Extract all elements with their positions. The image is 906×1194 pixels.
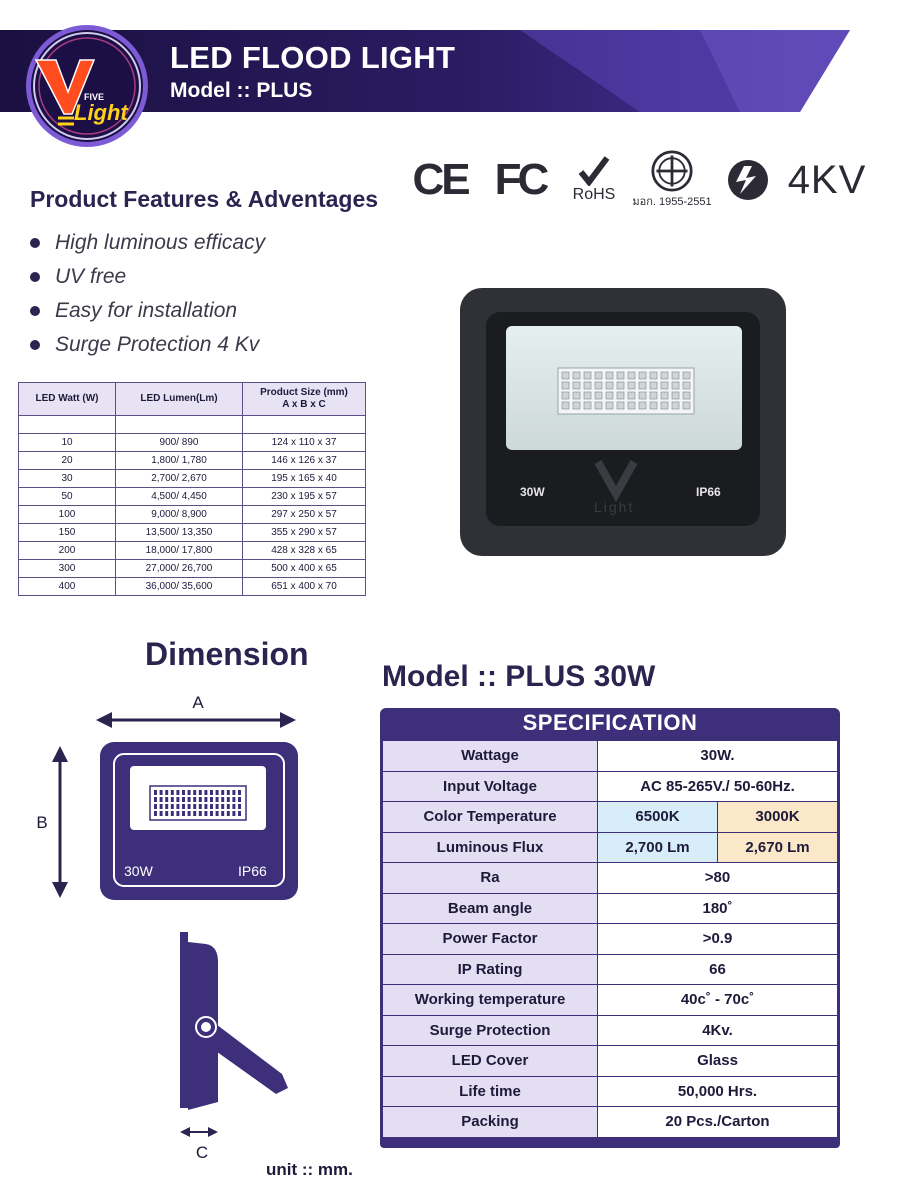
- led-chip: [232, 804, 235, 809]
- led-chip: [661, 382, 668, 389]
- led-chip: [165, 790, 168, 795]
- led-chip: [204, 811, 207, 816]
- led-chip: [182, 804, 185, 809]
- spec-value: 20 Pcs./Carton: [598, 1107, 838, 1138]
- dimension-title: Dimension: [145, 636, 309, 672]
- led-chip: [171, 790, 174, 795]
- unit-label: unit :: mm.: [266, 1160, 353, 1179]
- led-chip: [171, 804, 174, 809]
- led-chip: [628, 372, 635, 379]
- tis-badge: [624, 150, 720, 210]
- led-chip: [176, 790, 179, 795]
- spec-value: 4Kv.: [598, 1015, 838, 1046]
- led-chip: [238, 797, 241, 802]
- led-chip: [650, 382, 657, 389]
- bullet-icon: [30, 238, 40, 248]
- led-chip: [216, 790, 219, 795]
- led-chip: [595, 392, 602, 399]
- table-row: [383, 924, 838, 955]
- spec-label: Color Temperature: [383, 802, 598, 833]
- product-photo: [458, 286, 788, 558]
- fc-mark-icon: FC: [494, 155, 546, 204]
- led-chip: [238, 811, 241, 816]
- spec-label: Wattage: [383, 741, 598, 772]
- table-row: 300 27,000/ 26,700 500 x 400 x 65: [19, 560, 366, 578]
- led-chip: [232, 790, 235, 795]
- spec-value: 50,000 Hrs.: [598, 1076, 838, 1107]
- led-chip: [628, 382, 635, 389]
- table-row: 20 1,800/ 1,780 146 x 126 x 37: [19, 452, 366, 470]
- led-chip: [227, 804, 230, 809]
- led-chip: [584, 382, 591, 389]
- ce-mark-icon: CE: [412, 155, 468, 204]
- led-chip: [165, 797, 168, 802]
- led-chip: [221, 797, 224, 802]
- table-row: 30 2,700/ 2,670 195 x 165 x 40: [19, 470, 366, 488]
- led-chip: [232, 797, 235, 802]
- five-light-logo: [22, 22, 152, 150]
- spec-label: Packing: [383, 1107, 598, 1138]
- led-chip: [204, 797, 207, 802]
- col-header-size: Product Size (mm) A x B x C: [243, 383, 366, 416]
- led-chip: [182, 811, 185, 816]
- rohs-badge: [566, 150, 622, 210]
- led-chip: [573, 372, 580, 379]
- led-chip: [216, 811, 219, 816]
- watt-size-table: [18, 382, 366, 596]
- spec-label: Surge Protection: [383, 1015, 598, 1046]
- led-chip: [199, 797, 202, 802]
- led-chip: [193, 811, 196, 816]
- led-chip: [595, 402, 602, 409]
- dim-label-b: B: [36, 813, 48, 832]
- led-chip: [216, 797, 219, 802]
- led-chip: [672, 382, 679, 389]
- table-row: [383, 1076, 838, 1107]
- list-item: [30, 226, 265, 260]
- spec-label: Working temperature: [383, 985, 598, 1016]
- led-chip: [182, 797, 185, 802]
- led-chip: [584, 402, 591, 409]
- spec-table: [382, 740, 838, 1138]
- table-row: [383, 954, 838, 985]
- led-chip: [617, 402, 624, 409]
- led-chip: [628, 392, 635, 399]
- spec-value: 40c˚ - 70c˚: [598, 985, 838, 1016]
- led-chip: [672, 402, 679, 409]
- led-chip: [683, 402, 690, 409]
- features-list: [30, 226, 265, 362]
- led-chip: [683, 392, 690, 399]
- front-view: [100, 742, 298, 900]
- spec-label: LED Cover: [383, 1046, 598, 1077]
- photo-watt-label: 30W: [520, 485, 545, 499]
- features-title: Product Features & Adventages: [30, 186, 379, 212]
- led-chip: [606, 382, 613, 389]
- spec-value-cool: 2,700 Lm: [598, 832, 718, 863]
- led-chip: [573, 392, 580, 399]
- tis-standard-icon: [645, 150, 699, 192]
- tis-label: มอก. 1955-2551: [632, 196, 712, 208]
- spec-value: Glass: [598, 1046, 838, 1077]
- led-chip: [176, 804, 179, 809]
- spec-header: SPECIFICATION: [522, 710, 698, 735]
- led-chip: [210, 797, 213, 802]
- led-chip: [193, 797, 196, 802]
- spec-value: 30W.: [598, 741, 838, 772]
- led-chip: [584, 392, 591, 399]
- led-chip: [204, 804, 207, 809]
- led-chip: [210, 790, 213, 795]
- led-chip: [595, 382, 602, 389]
- spec-label: Input Voltage: [383, 771, 598, 802]
- spec-panel: [380, 708, 840, 1148]
- led-chip: [562, 382, 569, 389]
- side-view: [180, 932, 288, 1110]
- led-chip: [683, 372, 690, 379]
- table-row: [383, 1046, 838, 1077]
- table-row: [383, 1015, 838, 1046]
- led-chip: [199, 811, 202, 816]
- led-chip: [176, 797, 179, 802]
- led-chip: [176, 811, 179, 816]
- led-chip: [562, 392, 569, 399]
- led-chip: [650, 402, 657, 409]
- surge-icon: [726, 158, 770, 202]
- led-chip: [160, 790, 163, 795]
- dim-watt-label: 30W: [124, 863, 153, 879]
- bullet-icon: [30, 340, 40, 350]
- feature-text: Easy for installation: [55, 299, 238, 322]
- led-chip: [672, 392, 679, 399]
- table-row: [383, 832, 838, 863]
- led-chip: [628, 402, 635, 409]
- led-chip: [617, 392, 624, 399]
- table-row: 400 36,000/ 35,600 651 x 400 x 70: [19, 578, 366, 596]
- dim-label-a: A: [192, 693, 204, 712]
- logo-text: Light: [74, 100, 128, 125]
- led-chip: [221, 804, 224, 809]
- led-chip: [193, 804, 196, 809]
- page-title: LED FLOOD LIGHT: [170, 40, 456, 75]
- led-chip: [165, 811, 168, 816]
- led-chip: [606, 372, 613, 379]
- led-chip: [683, 382, 690, 389]
- led-chip: [650, 392, 657, 399]
- led-chip: [210, 811, 213, 816]
- table-row: 100 9,000/ 8,900 297 x 250 x 57: [19, 506, 366, 524]
- led-chip: [606, 402, 613, 409]
- spec-value-warm: 3000K: [718, 802, 838, 833]
- col-header-lumen: LED Lumen(Lm): [116, 383, 243, 416]
- col-header-watt: LED Watt (W): [19, 383, 116, 416]
- feature-text: UV free: [55, 265, 127, 288]
- led-chip: [216, 804, 219, 809]
- led-chip: [617, 382, 624, 389]
- bullet-icon: [30, 306, 40, 316]
- led-chip: [617, 372, 624, 379]
- led-chip: [562, 372, 569, 379]
- led-chip: [661, 392, 668, 399]
- led-chip: [595, 372, 602, 379]
- table-row: 200 18,000/ 17,800 428 x 328 x 65: [19, 542, 366, 560]
- spec-label: Beam angle: [383, 893, 598, 924]
- spec-value: 66: [598, 954, 838, 985]
- led-chip: [188, 790, 191, 795]
- table-row: [383, 1107, 838, 1138]
- dim-ip-label: IP66: [238, 863, 267, 879]
- led-chip: [672, 372, 679, 379]
- led-chip: [199, 804, 202, 809]
- dim-arrow-b: [52, 746, 68, 898]
- led-chip: [227, 790, 230, 795]
- led-chip: [661, 372, 668, 379]
- spec-label: Ra: [383, 863, 598, 894]
- spec-value-warm: 2,670 Lm: [718, 832, 838, 863]
- led-chip: [573, 402, 580, 409]
- rohs-check-icon: [577, 156, 611, 186]
- led-chip: [154, 790, 157, 795]
- logo-small-text: FIVE: [84, 92, 105, 102]
- led-chip: [650, 372, 657, 379]
- led-chip: [204, 790, 207, 795]
- led-chip: [639, 402, 646, 409]
- led-chip: [160, 804, 163, 809]
- led-chip: [160, 797, 163, 802]
- led-chip: [221, 811, 224, 816]
- led-chip: [227, 797, 230, 802]
- feature-text: Surge Protection 4 Kv: [55, 333, 260, 356]
- led-chip: [221, 790, 224, 795]
- led-chip: [171, 797, 174, 802]
- photo-ip-label: IP66: [696, 485, 721, 499]
- dim-arrow-c: [180, 1127, 218, 1137]
- list-item: [30, 328, 265, 362]
- led-chip: [639, 372, 646, 379]
- led-chip: [562, 402, 569, 409]
- model-title: Model :: PLUS 30W: [382, 660, 656, 693]
- led-chip: [154, 797, 157, 802]
- list-item: [30, 294, 265, 328]
- led-chip: [171, 811, 174, 816]
- led-chip: [232, 811, 235, 816]
- table-row: 150 13,500/ 13,350 355 x 290 x 57: [19, 524, 366, 542]
- led-chip: [188, 797, 191, 802]
- feature-text: High luminous efficacy: [55, 231, 266, 254]
- led-chip: [199, 790, 202, 795]
- bullet-icon: [30, 272, 40, 282]
- led-chip: [238, 804, 241, 809]
- table-row: [383, 893, 838, 924]
- led-chip: [193, 790, 196, 795]
- led-chip: [584, 372, 591, 379]
- table-row: [383, 741, 838, 772]
- led-chip: [606, 392, 613, 399]
- led-chip: [154, 804, 157, 809]
- led-chip: [639, 392, 646, 399]
- led-chip: [165, 804, 168, 809]
- led-chip: [238, 790, 241, 795]
- photo-brand-text: Light: [594, 499, 635, 515]
- dim-label-c: C: [195, 1143, 209, 1162]
- table-row: [383, 771, 838, 802]
- spec-value: >80: [598, 863, 838, 894]
- surge-badge: [726, 150, 770, 210]
- table-header-row: [19, 383, 366, 416]
- led-chip: [639, 382, 646, 389]
- led-chip: [188, 804, 191, 809]
- table-row: [383, 863, 838, 894]
- rohs-label: RoHS: [572, 186, 616, 203]
- list-item: [30, 260, 265, 294]
- led-chip: [210, 804, 213, 809]
- dimension-drawing: [20, 690, 360, 1170]
- dim-arrow-a: [96, 712, 296, 728]
- header-model: Model :: PLUS: [170, 79, 313, 102]
- led-chip: [182, 790, 185, 795]
- spec-label: Power Factor: [383, 924, 598, 955]
- led-chip: [573, 382, 580, 389]
- spec-value: >0.9: [598, 924, 838, 955]
- table-row: [383, 985, 838, 1016]
- spec-value-cool: 6500K: [598, 802, 718, 833]
- led-chip: [160, 811, 163, 816]
- led-chip: [661, 402, 668, 409]
- table-row: 10 900/ 890 124 x 110 x 37: [19, 434, 366, 452]
- led-chip: [188, 811, 191, 816]
- led-chip: [227, 811, 230, 816]
- spec-value: AC 85-265V./ 50-60Hz.: [598, 771, 838, 802]
- table-row: 50 4,500/ 4,450 230 x 195 x 57: [19, 488, 366, 506]
- led-chip: [154, 811, 157, 816]
- table-row: [383, 802, 838, 833]
- spec-label: IP Rating: [383, 954, 598, 985]
- spec-value: 180˚: [598, 893, 838, 924]
- spec-label: Luminous Flux: [383, 832, 598, 863]
- spec-label: Life time: [383, 1076, 598, 1107]
- surge-rating-label: 4KV: [787, 157, 867, 202]
